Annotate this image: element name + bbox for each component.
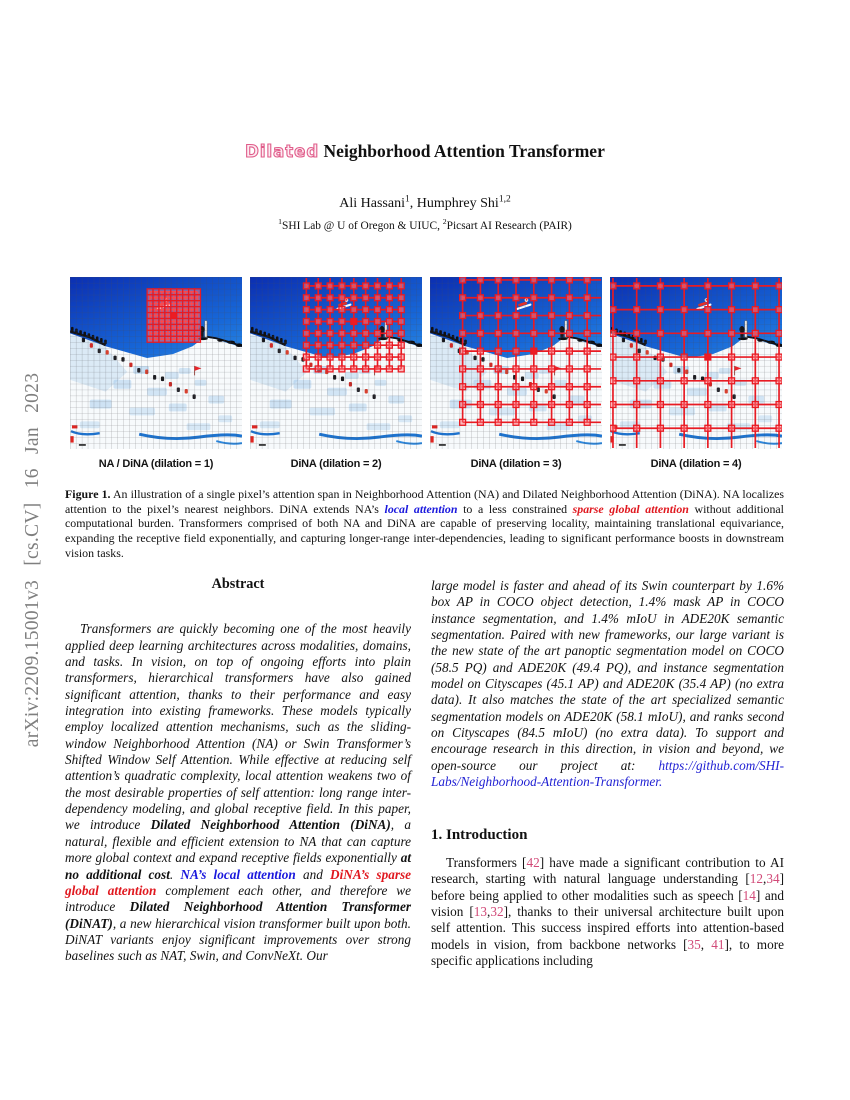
citation-link[interactable]: 34: [766, 871, 780, 887]
citation-link[interactable]: 42: [526, 854, 540, 870]
ski-slope-image: [430, 277, 602, 449]
panel-label: DiNA (dilation = 4): [650, 458, 742, 470]
figure-1: [70, 277, 782, 470]
author-line: Ali Hassani$^1$, Humphrey Shi$^{1,2}$: [339, 194, 511, 211]
introduction-paragraph: Transformers [42] have made a significant contribution to AI research, starting with natural language understanding [12,34] before being applied to other modalities such as speech [14] and vision [13,32], thanks to their universal architecture built upon self attention. This success inspired efforts into attention-based models in vision, from backbone networks [35, 41], to more specific applications including: [431, 854, 785, 968]
abstract-heading: Abstract: [211, 576, 265, 592]
abstract-paragraph: Transformers are quickly becoming one of the most heavily applied deep learning architectures across modalities, domains, and tasks. In vision, on top of ongoing efforts into plain transformers, hierarchical transformers have also gained significant attention, thanks to their performance and easy integration into existing frameworks. These models typically employ localized attention mechanisms, such as the sliding-window Neighborhood Attention (NA) or Swin Transformer’s Shifted Window Self Attention. While effective at reducing self attention’s quadratic complexity, local attention weakens two of the most desirable properties of self attention: long range inter-dependency modeling, and global receptive field. In this paper, we introduce Dilated Neighborhood Attention (DiNA), a natural, flexible and efficient extension to NA that can capture more global context and expand receptive fields exponentially at no additional cost. NA’s local attention and DiNA’s sparse global attention complement each other, and therefore we introduce Dilated Neighborhood Attention Transformer (DiNAT), a new hierarchical vision transformer built upon both. DiNAT variants enjoy significant improvements over strong baselines such as NAT, Swin, and ConvNeXt. Our: [65, 621, 412, 964]
ski-slope-image: [250, 277, 422, 449]
panel-label: DiNA (dilation = 3): [470, 458, 562, 470]
citation-link[interactable]: 12: [749, 871, 764, 887]
affiliation-line: $^1$SHI Lab @ U of Oregon & UIUC, $^2$Picsart AI Research (PAIR): [278, 217, 572, 232]
abstract-paragraph-continued: large model is faster and ahead of its Swin counterpart by 1.6% box AP in COCO object detection, 1.4% mask AP in COCO instance segmentation, and 1.4% mIoU in ADE20K semantic segmentation. Paired with new frameworks, our large variant is the new state of the art panoptic segmentation model on COCO (58.5 PQ) and ADE20K (49.4 PQ), and instance segmentation model on Cityscapes (45.1 AP) and ADE20K (35.4 AP) (no extra data). It also matches the state of the art specialized semantic segmentation models on ADE20K (58.1 mIoU), and ranks second on Cityscapes (84.5 mIoU) (no extra data). To support and encourage research in this direction, in vision and beyond, we open-source our project at: https://github.com/SHI-Labs/Neighborhood-Attention-Transformer.: [431, 578, 784, 790]
citation-link[interactable]: 41: [711, 936, 725, 952]
panel-label: DiNA (dilation = 2): [290, 458, 382, 470]
title-decorated-word: Dilated: [245, 142, 320, 161]
introduction-heading: 1. Introduction: [431, 827, 528, 844]
figure1-panel-2: [250, 277, 422, 470]
right-column: [431, 578, 784, 969]
figure1-panel-3: [430, 277, 602, 470]
citation-link[interactable]: 35: [687, 936, 701, 952]
arxiv-banner: arXiv:2209.15001v3 [cs.CV] 16 Jan 2023: [22, 372, 43, 748]
figure-1-caption: Figure 1. An illustration of a single pixel’s attention span in Neighborhood Attention (NA) and Dilated Neighborhood Attention (DiNA). NA localizes attention to the pixel’s nearest neighbors. DiNA extends NA’s local attention to a less constrained sparse global attention without additional computational burden. Transformers comprised of both NA and DiNA are capable of preserving locality, maintaining translational equivariance, expanding the receptive field exponentially, and capturing longer-range inter-dependencies, leading to significant performance boosts in downstream vision tasks.: [65, 487, 785, 560]
title-rest: Neighborhood Attention Transformer: [319, 141, 605, 161]
panel-label: NA / DiNA (dilation = 1): [98, 458, 214, 470]
citation-link[interactable]: 13: [473, 903, 488, 919]
ski-slope-image: [70, 277, 242, 449]
citation-link[interactable]: 14: [742, 887, 756, 903]
paper-title: [0, 141, 850, 162]
figure1-panel-1: [70, 277, 242, 470]
ski-slope-image: [610, 277, 782, 449]
project-link[interactable]: https://github.com/SHI-Labs/Neighborhood-Attention-Transformer.: [431, 757, 784, 790]
figure1-panel-4: [610, 277, 782, 470]
citation-link[interactable]: 32: [490, 903, 504, 919]
left-column: [65, 576, 411, 965]
